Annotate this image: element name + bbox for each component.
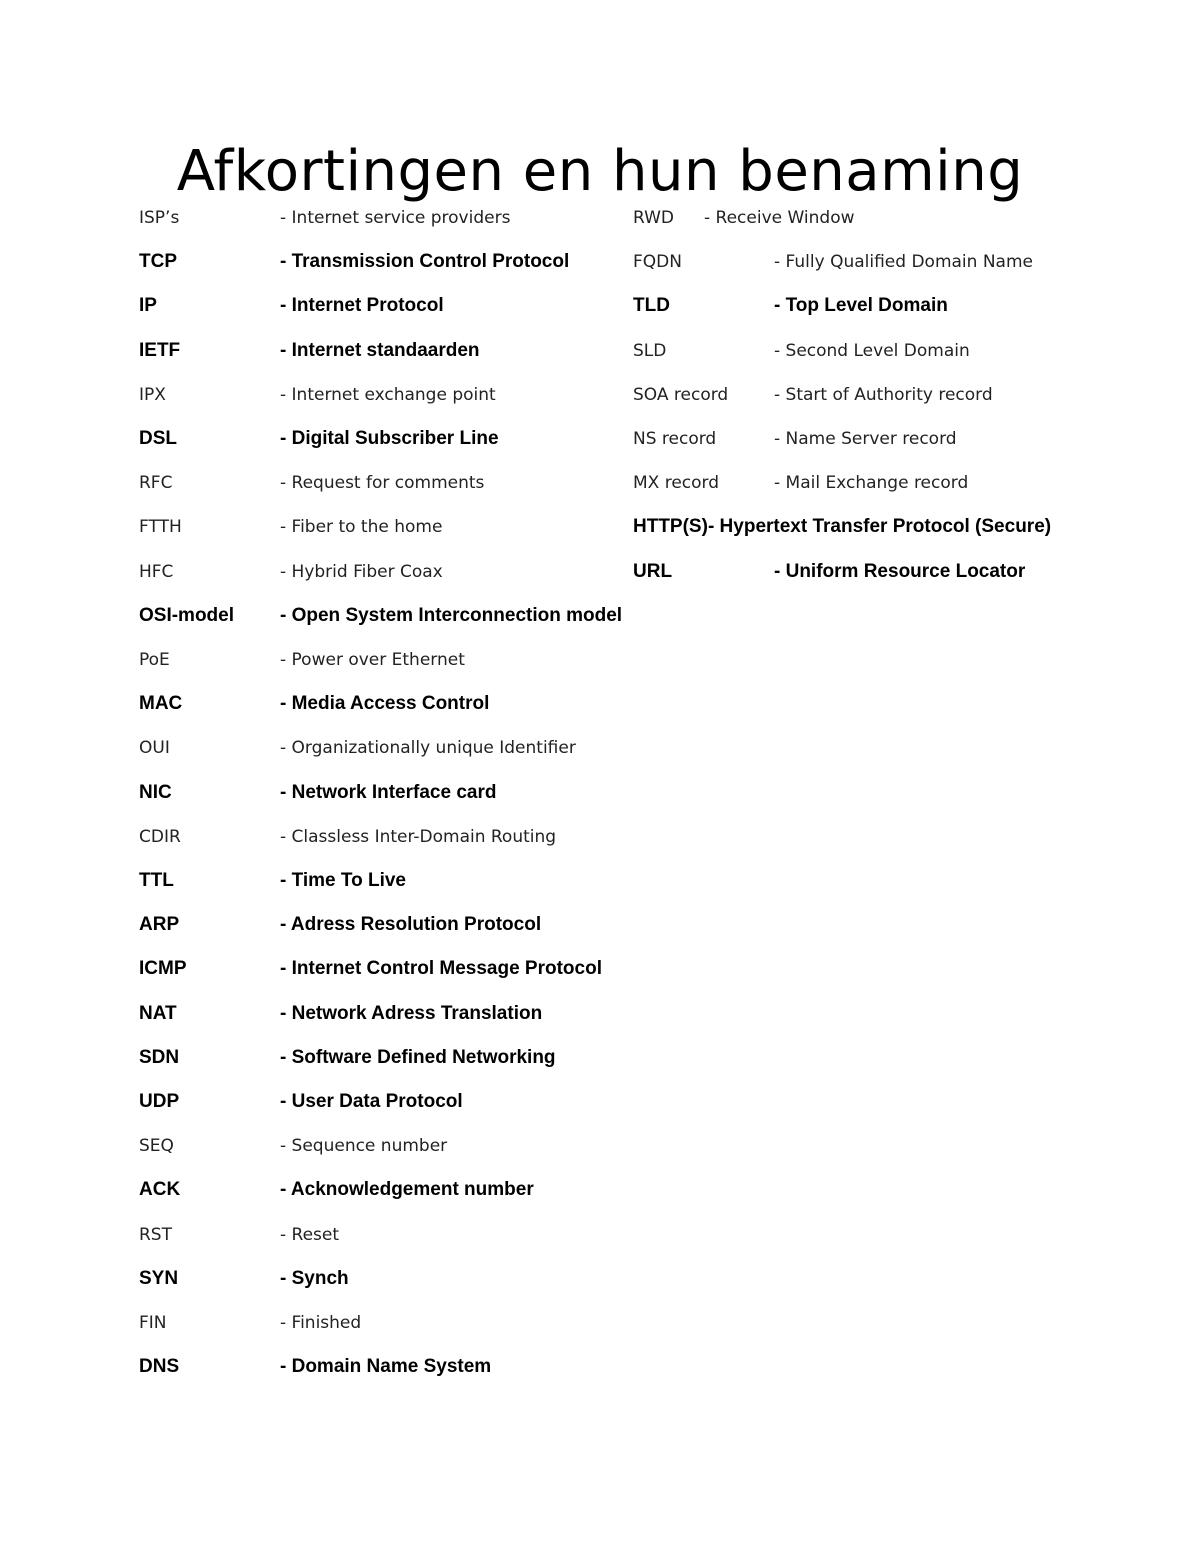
abbreviation-meaning: - User Data Protocol	[280, 1091, 463, 1112]
abbreviation-meaning: - Adress Resolution Protocol	[280, 914, 542, 935]
abbreviation: DNS	[139, 1356, 180, 1377]
abbreviation-meaning: - Internet service providers	[280, 208, 511, 228]
abbreviation-meaning: - Internet Control Message Protocol	[280, 958, 602, 979]
abbreviation-meaning: - Hybrid Fiber Coax	[280, 562, 443, 582]
abbreviation: ARP	[139, 914, 180, 935]
abbreviation-meaning: - Sequence number	[280, 1136, 448, 1156]
abbreviation: RST	[139, 1225, 172, 1245]
abbreviation: HFC	[139, 562, 174, 582]
abbreviation-meaning: - Internet exchange point	[280, 385, 496, 405]
abbreviation: IETF	[139, 340, 181, 361]
abbreviation: TLD	[633, 295, 670, 316]
abbreviation: FIN	[139, 1313, 167, 1333]
abbreviation-meaning: - Hypertext Transfer Protocol (Secure)	[707, 516, 1052, 537]
abbreviation: CDIR	[139, 827, 181, 847]
abbreviation-meaning: - Time To Live	[280, 870, 406, 891]
abbreviation: OSI-model	[139, 605, 235, 626]
abbreviation: HTTP(S)	[633, 516, 708, 537]
abbreviation: NAT	[139, 1003, 177, 1024]
abbreviation-meaning: - Power over Ethernet	[280, 650, 465, 670]
abbreviation-meaning: - Internet Protocol	[280, 295, 444, 316]
abbreviation: MAC	[139, 693, 183, 714]
abbreviation-meaning: - Start of Authority record	[774, 385, 993, 405]
abbreviation-meaning: - Fully Qualified Domain Name	[774, 252, 1033, 272]
abbreviation-meaning: - Domain Name System	[280, 1356, 492, 1377]
abbreviation-meaning: - Network Interface card	[280, 782, 497, 803]
abbreviation: ICMP	[139, 958, 187, 979]
abbreviation-meaning: - Receive Window	[704, 208, 855, 228]
abbreviation-meaning: - Fiber to the home	[280, 517, 443, 537]
abbreviation: DSL	[139, 428, 177, 449]
abbreviation: ACK	[139, 1179, 181, 1200]
abbreviation: UDP	[139, 1091, 180, 1112]
abbreviation: SLD	[633, 341, 667, 361]
abbreviation: FTTH	[139, 517, 182, 537]
abbreviation: MX record	[633, 473, 720, 493]
abbreviation: SEQ	[139, 1136, 174, 1156]
abbreviation-meaning: - Second Level Domain	[774, 341, 970, 361]
abbreviation: URL	[633, 561, 673, 582]
abbreviation: OUI	[139, 738, 170, 758]
abbreviation-meaning: - Request for comments	[280, 473, 485, 493]
abbreviation-meaning: - Open System Interconnection model	[280, 605, 623, 626]
abbreviation-meaning: - Uniform Resource Locator	[774, 561, 1026, 582]
abbreviation: FQDN	[633, 252, 682, 272]
abbreviation: RWD	[633, 208, 675, 228]
abbreviation: SDN	[139, 1047, 180, 1068]
abbreviation-meaning: - Finished	[280, 1313, 362, 1333]
abbreviation-meaning: - Media Access Control	[280, 693, 490, 714]
abbreviation-meaning: - Reset	[280, 1225, 340, 1245]
abbreviation-meaning: - Name Server record	[774, 429, 957, 449]
abbreviation: ISP’s	[139, 208, 180, 228]
abbreviation: NIC	[139, 782, 172, 803]
abbreviation: RFC	[139, 473, 173, 493]
abbreviation-meaning: - Top Level Domain	[774, 295, 948, 316]
abbreviation: PoE	[139, 650, 170, 670]
abbreviation: TCP	[139, 251, 177, 272]
abbreviation-meaning: - Software Defined Networking	[280, 1047, 556, 1068]
abbreviation: SOA record	[633, 385, 729, 405]
abbreviation: IP	[139, 295, 157, 316]
abbreviation-row	[633, 512, 1051, 542]
abbreviation-meaning: - Synch	[280, 1268, 349, 1289]
abbreviation-meaning: - Acknowledgement number	[280, 1179, 534, 1200]
abbreviation: SYN	[139, 1268, 179, 1289]
abbreviation-meaning: - Classless Inter-Domain Routing	[280, 827, 557, 847]
abbreviation-meaning: - Organizationally unique Identifier	[280, 738, 576, 758]
abbreviation-meaning: - Mail Exchange record	[774, 473, 969, 493]
abbreviation-meaning: - Internet standaarden	[280, 340, 480, 361]
abbreviation: IPX	[139, 385, 166, 405]
abbreviation: TTL	[139, 870, 174, 891]
abbreviation: NS record	[633, 429, 717, 449]
page-title: Afkortingen en hun benaming	[176, 139, 1024, 204]
abbreviation-meaning: - Transmission Control Protocol	[280, 251, 570, 272]
abbreviation-meaning: - Digital Subscriber Line	[280, 428, 499, 449]
abbreviation-meaning: - Network Adress Translation	[280, 1003, 543, 1024]
